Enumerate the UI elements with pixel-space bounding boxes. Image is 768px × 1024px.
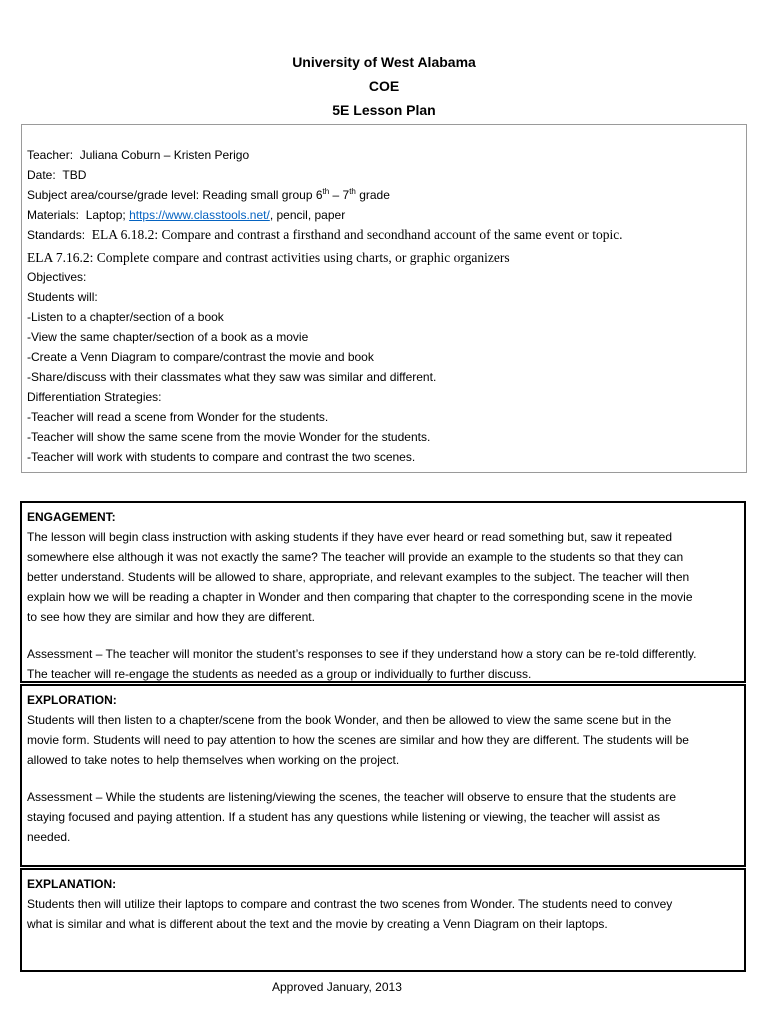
paragraph-gap	[27, 770, 744, 787]
document-header	[0, 50, 768, 122]
objective-item: -Share/discuss with their classmates what they saw was similar and different.	[27, 370, 437, 384]
classtools-link[interactable]: https://www.classtools.net/	[129, 208, 270, 222]
assessment-line: Assessment – While the students are listening/viewing the scenes, the teacher will observe to ensure that the students are	[27, 790, 677, 804]
assessment-line: The teacher will re-engage the students as needed as a group or individually to further discuss.	[27, 667, 532, 681]
assessment-line: Assessment – The teacher will monitor the student’s responses to see if they understand how a story can be re-told differently.	[27, 647, 697, 661]
teacher-label: Teacher:	[27, 148, 74, 162]
date-line	[27, 165, 746, 185]
differentiation-heading: Differentiation Strategies:	[27, 390, 162, 404]
subject-mid: – 7	[329, 188, 350, 202]
standard-ela-7: ELA 7.16.2: Complete compare and contrast activities using charts, or graphic organizers	[27, 250, 510, 265]
grade-sup-2: th	[349, 187, 356, 196]
objective-item: -View the same chapter/section of a book as a movie	[27, 330, 309, 344]
teacher-value: Juliana Coburn – Kristen Perigo	[79, 148, 250, 162]
assessment-line: needed.	[27, 830, 71, 844]
students-will: Students will:	[27, 290, 98, 304]
lesson-info-box	[21, 124, 747, 473]
paragraph-line: allowed to take notes to help themselves when working on the project.	[27, 753, 400, 767]
paragraph-line: explain how we will be reading a chapter in Wonder and then comparing that chapter to the corresponding scene in the movie	[27, 590, 693, 604]
materials-laptop: Laptop;	[85, 208, 126, 222]
paragraph-gap	[27, 627, 744, 644]
paragraph-line: somewhere else although it was not exactly the same? The teacher will provide an example to the students so that they can	[27, 550, 684, 564]
strategy-item: -Teacher will work with students to compare and contrast the two scenes.	[27, 450, 416, 464]
paragraph-line: The lesson will begin class instruction with asking students if they have ever heard or read something but, saw it repeated	[27, 530, 673, 544]
subject-line	[27, 185, 746, 205]
date-label: Date:	[27, 168, 56, 182]
standard-ela-6: ELA 6.18.2: Compare and contrast a firsthand and secondhand account of the same event or topic.	[91, 227, 623, 242]
paragraph-line: Students will then listen to a chapter/scene from the book Wonder, and then be allowed to view the same scene but in the	[27, 713, 672, 727]
objective-item: -Listen to a chapter/section of a book	[27, 310, 224, 324]
standards-label: Standards:	[27, 228, 86, 242]
approved-footer: Approved January, 2013	[272, 980, 402, 994]
materials-post: , pencil, paper	[269, 208, 346, 222]
paragraph-line: better understand. Students will be allowed to share, appropriate, and relevant examples to the subject. The teacher will then	[27, 570, 690, 584]
college-title: COE	[368, 78, 400, 94]
explanation-heading: EXPLANATION:	[27, 877, 117, 891]
strategy-item: -Teacher will show the same scene from the movie Wonder for the students.	[27, 430, 431, 444]
assessment-line: staying focused and paying attention. If a student has any questions while listening or viewing, the teacher will assist as	[27, 810, 661, 824]
strategy-item: -Teacher will read a scene from Wonder for the students.	[27, 410, 329, 424]
objectives-heading: Objectives:	[27, 270, 87, 284]
materials-label: Materials:	[27, 208, 80, 222]
materials-line	[27, 205, 746, 225]
standards-line	[27, 225, 746, 245]
paragraph-line: what is similar and what is different about the text and the movie by creating a Venn Diagram on their laptops.	[27, 917, 608, 931]
subject-text: Subject area/course/grade level: Reading small group 6	[27, 188, 323, 202]
exploration-section	[20, 684, 746, 867]
subject-post: grade	[355, 188, 390, 202]
exploration-heading: EXPLORATION:	[27, 693, 117, 707]
date-value: TBD	[62, 168, 87, 182]
standard-ela-7-line	[27, 249, 746, 267]
teacher-line	[27, 145, 746, 165]
engagement-section	[20, 501, 746, 683]
engagement-heading: ENGAGEMENT:	[27, 510, 116, 524]
paragraph-line: movie form. Students will need to pay attention to how the scenes are similar and how they are different. The students will be	[27, 733, 689, 747]
paragraph-line: Students then will utilize their laptops to compare and contrast the two scenes from Wonder. The students need to convey	[27, 897, 673, 911]
grade-sup-1: th	[322, 187, 330, 196]
university-title: University of West Alabama	[292, 54, 476, 70]
explanation-section	[20, 868, 746, 972]
paragraph-line: to see how they are similar and how they are different.	[27, 610, 315, 624]
objective-item: -Create a Venn Diagram to compare/contrast the movie and book	[27, 350, 374, 364]
plan-title: 5E Lesson Plan	[332, 102, 436, 118]
